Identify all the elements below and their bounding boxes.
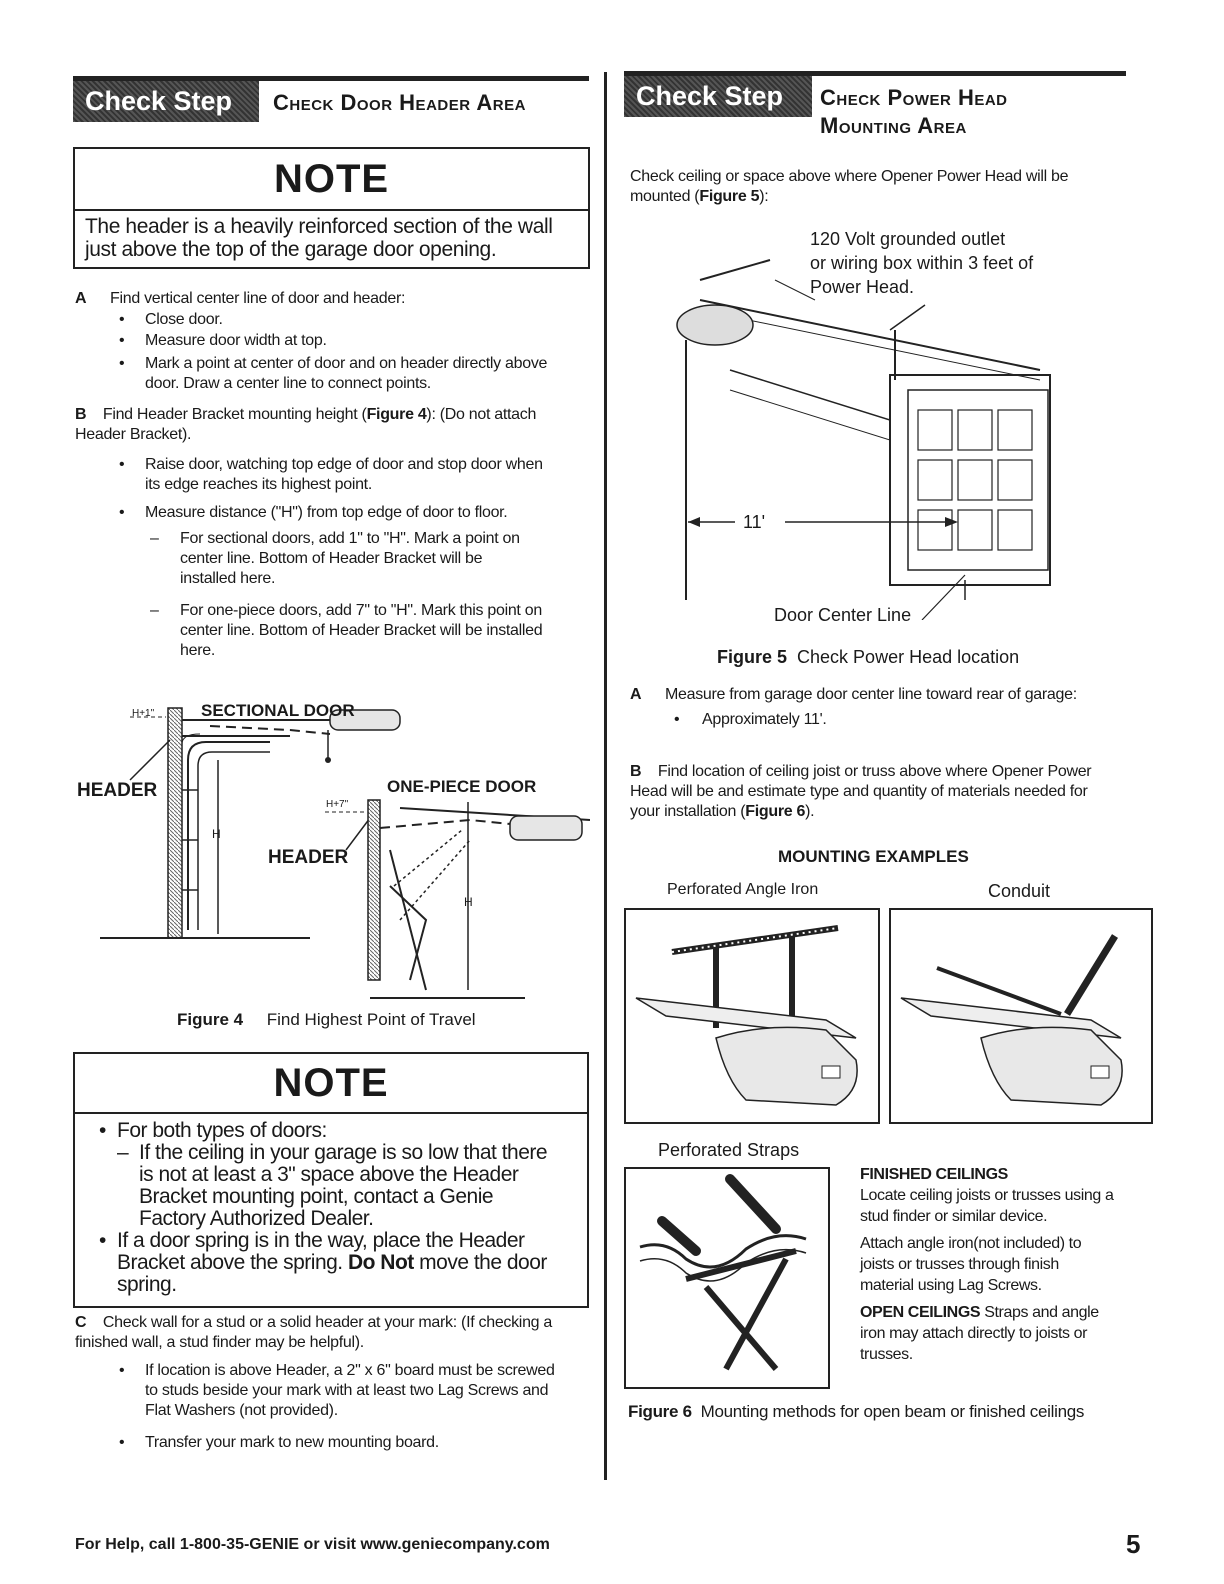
step4-b-text-2: ): (Do not attach Header Bracket). [75, 406, 537, 443]
note2-bullet-1-text: For both types of doors: [117, 1119, 327, 1142]
bullet-dot: • [119, 311, 125, 328]
step4-c-bullet-2: Transfer your mark to new mounting board. [145, 1434, 439, 1451]
step4-c-bullet-1: If location is above Header, a 2" x 6" board must be screwed to studs beside your mark with at least two Lag Screws and Flat Washers (not provided). [145, 1362, 555, 1419]
step4-c-text: Check wall for a stud or a solid header at your mark: (If checking a finished wall, a stud finder may be helpful). [75, 1314, 553, 1351]
note2-bullet-1 [99, 1119, 577, 1142]
fig5-outlet-line-1: 120 Volt grounded outlet [810, 229, 1006, 249]
figure4-caption-label: Figure 4 [177, 1010, 244, 1029]
bullet-dot: • [119, 1362, 125, 1379]
note2-dash-1 [117, 1142, 549, 1230]
bullet-dot: • [99, 1229, 106, 1252]
step4-b-bullet-2: Measure distance ("H") from top edge of door to floor. [145, 504, 508, 521]
footer-help-2: or visit www.geniecompany.com [299, 1536, 550, 1553]
fig4-h-label: H [212, 827, 221, 841]
angle-iron-drawing [626, 910, 878, 1122]
straps-drawing [626, 1169, 828, 1387]
step5-badge: Check Step 5: [624, 76, 812, 117]
bullet-dot: • [119, 332, 125, 349]
figure6-caption [628, 1402, 1084, 1422]
conduit-drawing [891, 910, 1151, 1122]
fig5-outlet-line-3: Power Head. [810, 277, 915, 297]
attach-text: Attach angle iron(not included) to joists or trusses through finish material using Lag Screws. [860, 1235, 1082, 1294]
note-text: The header is a heavily reinforced section of the wall just above the top of the garage door opening. [85, 215, 553, 261]
conduit-figure [889, 908, 1153, 1124]
note-box-header [73, 147, 590, 269]
step5-a-label: A [630, 686, 642, 703]
note2-bullet-2a: If a door spring is in the way, place the Header Bracket above the spring. [117, 1229, 525, 1274]
step4-a-bullet-1: Close door. [145, 311, 223, 328]
note-title: NOTE [273, 157, 390, 201]
fig4-sectional-label: SECTIONAL DOOR [201, 701, 355, 720]
step4-b-bullet-1: Raise door, watching top edge of door and stop door when its edge reaches its highest point. [145, 456, 543, 493]
conduit-label: Conduit [988, 881, 1051, 901]
note2-bullet-2 [99, 1229, 547, 1296]
step5-b-paragraph [630, 762, 1120, 822]
bullet-dot: • [119, 355, 125, 372]
straps-figure [624, 1167, 830, 1389]
figure6-caption-label: Figure 6 [628, 1402, 692, 1421]
step5-intro [630, 167, 1110, 207]
step5-title-1: Check Power Head [820, 85, 1008, 110]
dash-mark: – [150, 530, 159, 547]
column-divider [604, 72, 607, 1480]
figure6-ref: Figure 6 [745, 803, 806, 820]
note2-body [75, 1112, 587, 1296]
footer-help [75, 1536, 550, 1554]
fig4-header-label-1: HEADER [77, 780, 158, 801]
step5-intro-1: Check ceiling or space above where Opener Power Head will be mounted ( [630, 168, 1069, 205]
bullet-dot: • [119, 504, 125, 521]
note-body [75, 209, 588, 265]
fig5-centerline-label: Door Center Line [774, 605, 912, 625]
figure4-ref: Figure 4 [366, 406, 427, 423]
note2-title: NOTE [273, 1061, 389, 1105]
note2-dash-1-text: If the ceiling in your garage is so low that there is not at least a 3" space above the Header Bracket mounting point, contact a Genie Factory Authorized Dealer. [139, 1141, 548, 1230]
angle-iron-figure [624, 908, 880, 1124]
step5-b-text-1: Find location of ceiling joist or truss above where Opener Power Head will be and estimate type and quantity of materials needed for your installation ( [630, 763, 1092, 820]
fig4-h-plus-1: H+1" [132, 708, 155, 719]
step5-b-label: B [630, 763, 642, 780]
step4-header [73, 76, 589, 157]
step5-a-bullet: Approximately 11'. [702, 711, 827, 728]
perf-straps-label: Perforated Straps [658, 1140, 800, 1160]
step5-header [624, 71, 1126, 152]
note-box-spring [73, 1052, 589, 1308]
step4-a-bullet-3: Mark a point at center of door and on header directly above door. Draw a center line to connect points. [145, 355, 548, 392]
bullet-dot: • [674, 711, 680, 728]
figure5-caption-text: Check Power Head location [797, 647, 1020, 667]
finished-ceilings-text: Locate ceiling joists or trusses using a stud finder or similar device. [860, 1187, 1114, 1225]
perf-angle-label: Perforated Angle Iron [667, 881, 819, 898]
open-ceilings-text: Straps and angle iron may attach directly to joists or trusses. [860, 1304, 1099, 1363]
step5-a-text: Measure from garage door center line toward rear of garage: [665, 686, 1077, 703]
step4-c-paragraph [75, 1313, 585, 1353]
step5-intro-2: ): [759, 188, 769, 205]
open-ceilings-heading: OPEN CEILINGS [860, 1304, 981, 1321]
step4-a-bullet-2: Measure door width at top. [145, 332, 327, 349]
bullet-dot: • [119, 1434, 125, 1451]
dash-mark: – [150, 602, 159, 619]
fig4-header-label-2: HEADER [268, 847, 349, 868]
fig4-h-label-2: H [464, 895, 473, 909]
step4-b-paragraph [75, 405, 585, 445]
fig5-distance: 11' [743, 512, 766, 532]
step4-b-text-1: Find Header Bracket mounting height ( [102, 406, 367, 423]
step4-a-text: Find vertical center line of door and header: [110, 290, 406, 307]
step4-b-dash-1: For sectional doors, add 1" to "H". Mark a point on center line. Bottom of Header Bracket will be installed here. [180, 530, 520, 587]
bullet-dot: • [119, 456, 125, 473]
step5-title-2: Mounting Area [820, 113, 967, 138]
figure5-caption [717, 647, 1019, 668]
open-ceilings-paragraph [860, 1302, 1110, 1365]
step4-b-dash-2: For one-piece doors, add 7" to "H". Mark this point on center line. Bottom of Header Bracket will be installed here. [180, 602, 543, 659]
bullet-dot: • [99, 1119, 106, 1142]
step5-b-text-2: ). [805, 803, 815, 820]
footer-phone: 1-800-35-GENIE [179, 1536, 300, 1553]
fig4-h-plus-7: H+7" [326, 799, 349, 810]
figure6-caption-text: Mounting methods for open beam or finished ceilings [700, 1402, 1085, 1421]
note2-bullet-2b: Do Not [347, 1251, 414, 1274]
figure5-ref: Figure 5 [699, 188, 760, 205]
dash-mark: – [117, 1141, 129, 1164]
finished-ceilings-heading: FINISHED CEILINGS [860, 1166, 1008, 1183]
fig5-outlet-line-2: or wiring box within 3 feet of [810, 253, 1034, 273]
footer-help-1: For Help, call [75, 1536, 180, 1553]
figure4-caption [177, 1010, 476, 1030]
step4-a-label: A [75, 290, 87, 307]
mounting-examples-heading: MOUNTING EXAMPLES [778, 847, 969, 866]
step4-b-label: B [75, 406, 87, 423]
figure4-caption-text: Find Highest Point of Travel [266, 1010, 476, 1029]
step4-c-label: C [75, 1314, 87, 1331]
fig4-onepiece-label: ONE-PIECE DOOR [387, 777, 537, 796]
step4-badge: Check Step 4: [73, 81, 259, 122]
page-number: 5 [1126, 1529, 1141, 1559]
figure5-caption-label: Figure 5 [717, 647, 788, 667]
note2-bullet-2c: move the door spring. [117, 1251, 547, 1296]
step4-title: Check Door Header Area [273, 90, 526, 115]
